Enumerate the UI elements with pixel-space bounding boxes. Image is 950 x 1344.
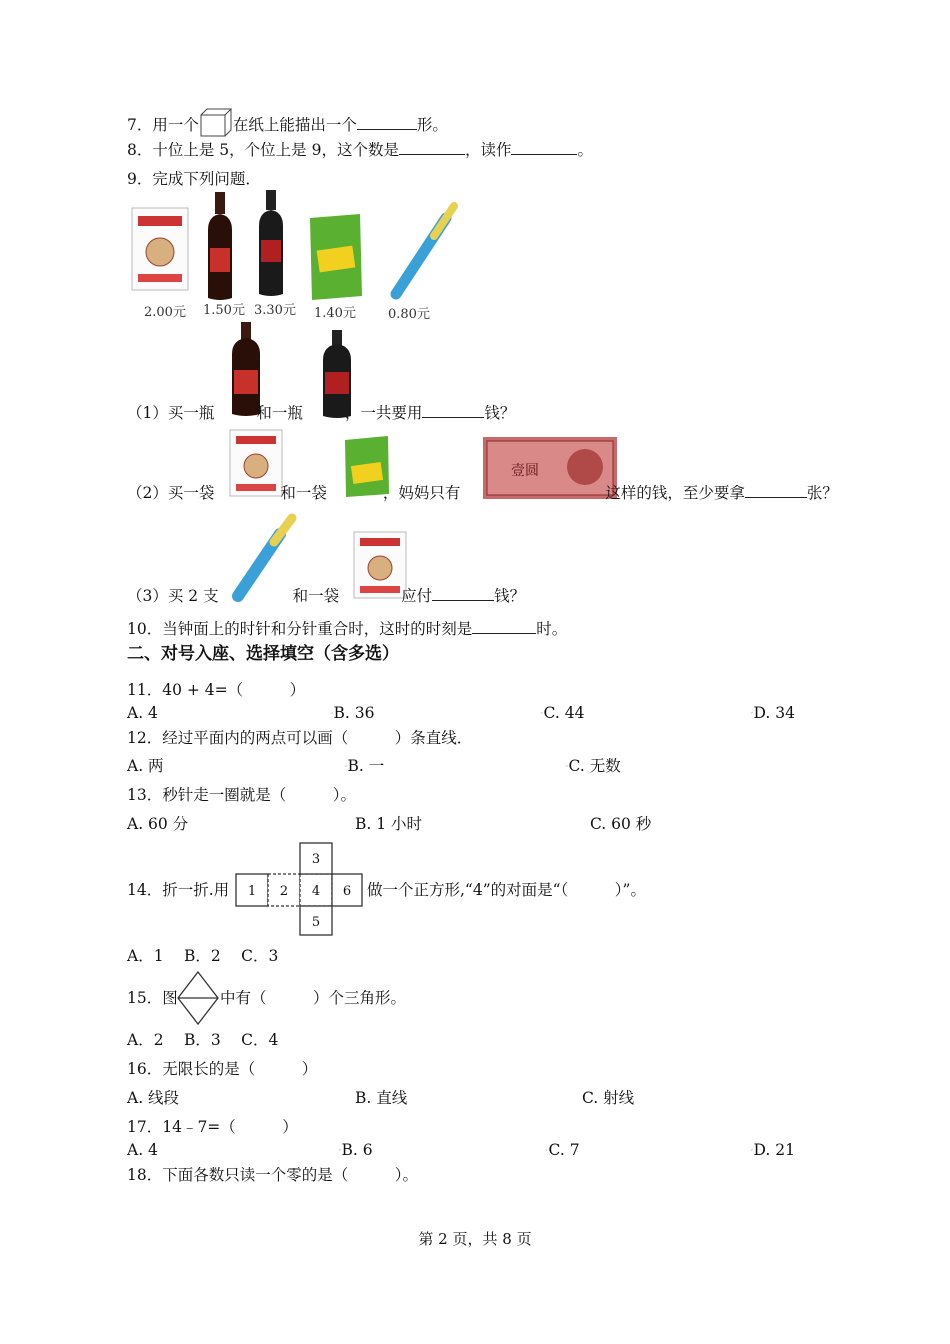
option-c[interactable]: C. 60 秒 [590, 815, 652, 833]
option-b[interactable]: ◦B. 6 [338, 1141, 373, 1159]
option-a[interactable]: A. 60 分 [127, 815, 189, 833]
q12-stem: 12．经过平面内的两点可以画（ ）条直线． [127, 729, 473, 747]
option-a[interactable]: A. 两 [127, 757, 164, 775]
section-heading: 二、对号入座、选择填空（含多选） [127, 644, 399, 664]
q14-stem-b: 做一个正方形,“4”的对面是“（ ）”。 [367, 881, 646, 899]
price-label: 3.30元 [254, 303, 296, 318]
q9-part1: （1）买一瓶 和一瓶 ，一共要用 钱？ [127, 404, 516, 422]
option-b[interactable]: B. 直线 [355, 1089, 408, 1107]
q17-stem: 17．14﹣7=（ ） [127, 1118, 298, 1136]
q15-stem-a: 15．图 [127, 989, 178, 1007]
answer-blank[interactable] [399, 140, 465, 155]
q18-stem: 18．下面各数只读一个零的是（ ）。 [127, 1166, 418, 1184]
price-label: 0.80元 [388, 307, 430, 322]
cube-icon [199, 108, 233, 138]
rhombus-figure [176, 970, 220, 1026]
answer-blank[interactable] [472, 619, 536, 634]
answer-blank[interactable] [422, 403, 484, 418]
net-face-5: 5 [311, 915, 321, 930]
option-c[interactable]: ◦C. 7 [545, 1141, 580, 1159]
net-face-3: 3 [311, 852, 321, 867]
answer-blank[interactable] [745, 483, 807, 498]
q9-part3: （3）买 2 支 和一袋 应付 钱？ [127, 587, 526, 605]
q9-title: 9．完成下列问题． [127, 170, 261, 188]
page-footer: 第 2 页，共 8 页 [418, 1230, 532, 1248]
option-d[interactable]: ◦D. 21 [750, 1141, 795, 1159]
cube-net-diagram [234, 842, 364, 936]
q9-part2: （2）买一袋 和一袋 ，妈妈只有 这样的钱，至少要拿 张？ [127, 484, 838, 502]
q14-options[interactable]: A．1 B．2 C．3 [127, 947, 279, 965]
price-label: 2.00元 [144, 305, 186, 320]
option-b[interactable]: ◦B. 一 [344, 757, 385, 775]
banknote-label: 壹圆 [511, 463, 539, 479]
option-c[interactable]: ◦C. 44 [540, 704, 585, 722]
net-face-1: 1 [247, 884, 257, 899]
option-b[interactable]: B. 1 小时 [355, 815, 423, 833]
answer-blank[interactable] [511, 140, 577, 155]
q11-stem: 11．40 + 4=（ ） [127, 681, 306, 699]
answer-blank[interactable] [432, 586, 494, 601]
answer-blank[interactable] [357, 115, 417, 130]
q15-stem-b: 中有（ ）个三角形。 [220, 989, 407, 1007]
products-image [128, 190, 458, 325]
price-label: 1.40元 [314, 306, 356, 321]
q15-options[interactable]: A．2 B．3 C．4 [127, 1031, 279, 1049]
detergent-bag-icon [310, 214, 362, 300]
option-c[interactable]: ◦C. 无数 [565, 757, 621, 775]
q10-line: 10．当钟面上的时针和分针重合时，这时的时刻是 时。 [127, 620, 568, 638]
seasoning-bag-icon [132, 208, 188, 290]
net-face-2: 2 [279, 884, 289, 899]
option-b[interactable]: ◦B. 36 [330, 704, 375, 722]
option-a[interactable]: A. 4 [127, 704, 158, 722]
option-d[interactable]: ◦D. 34 [750, 704, 795, 722]
option-a[interactable]: A. 4 [127, 1141, 158, 1159]
q7-line: 7．用一个 在纸上能描出一个 形。 [127, 108, 448, 138]
option-a[interactable]: A. 线段 [127, 1089, 180, 1107]
net-face-6: 6 [342, 884, 352, 899]
q16-stem: 16．无限长的是（ ） [127, 1060, 318, 1078]
q13-stem: 13．秒针走一圈就是（ ）。 [127, 786, 356, 804]
net-face-4: 4 [311, 884, 321, 899]
price-label: 1.50元 [203, 303, 245, 318]
q8-line: 8．十位上是 5，个位上是 9，这个数是 ，读作 。 [127, 141, 593, 159]
option-c[interactable]: C. 射线 [582, 1089, 635, 1107]
q14-stem-a: 14．折一折.用 [127, 881, 230, 899]
